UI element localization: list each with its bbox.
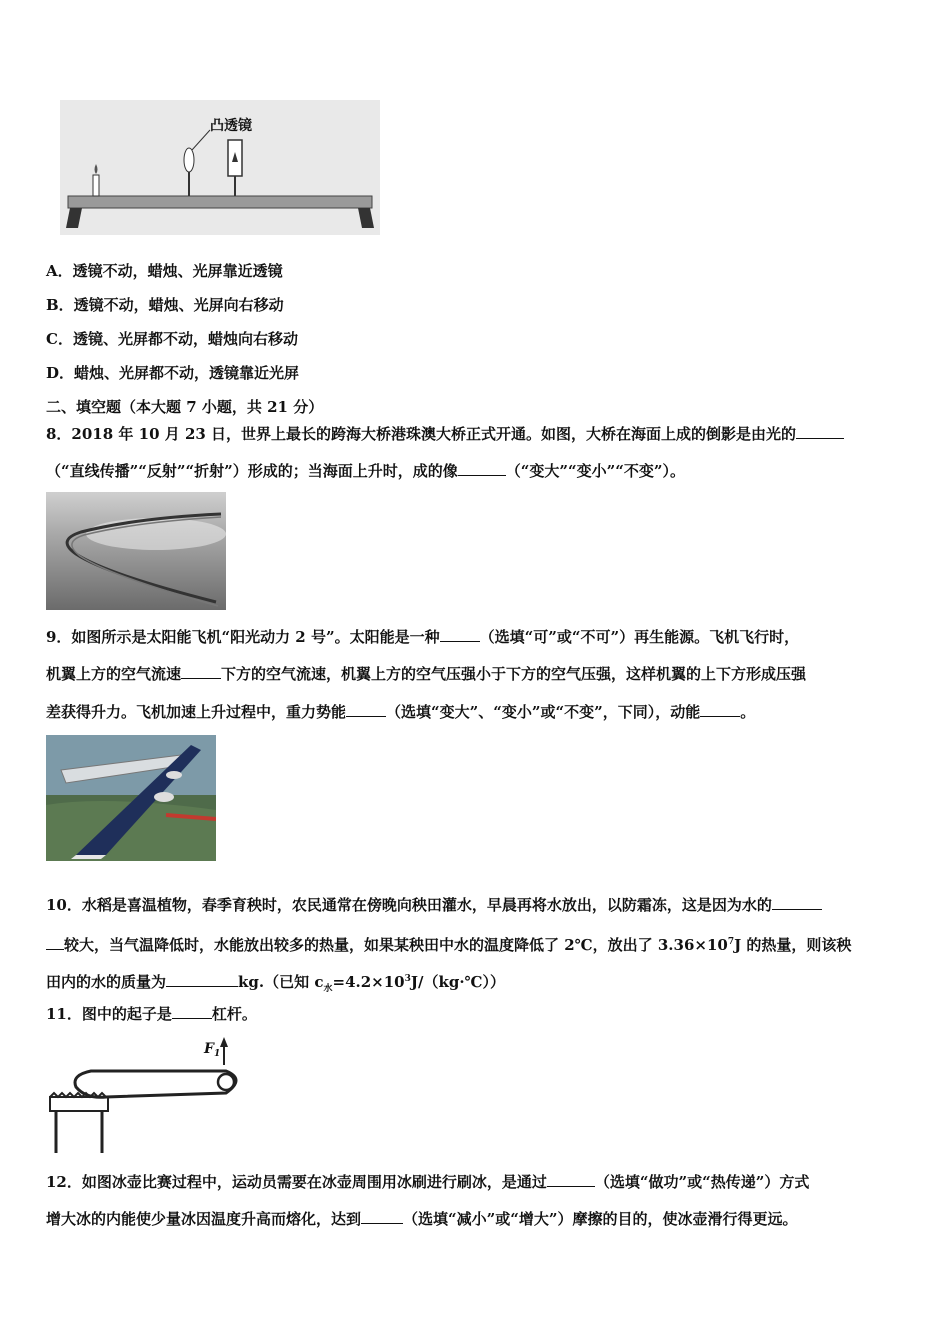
q11-line xyxy=(46,1004,257,1024)
q9-blank-3 xyxy=(346,702,386,717)
q10-text-4: 田内的水的质量为 xyxy=(46,973,167,991)
q10-text-6: =4.2×10 xyxy=(332,973,405,991)
q9-text-1: 9．如图所示是太阳能飞机“阳光动力 2 号”。太阳能是一种 xyxy=(46,628,440,646)
q8-text-3: （“变大”“变小”“不变”）。 xyxy=(505,462,686,480)
q10-blank-2 xyxy=(166,972,238,987)
q10-text-1: 10．水稻是喜温植物，春季育秧时，农民通常在傍晚向秧田灌水，早晨再将水放出，以防霜冻，这是因为水的 xyxy=(46,896,772,914)
q10-text-2: 较大，当气温降低时，水能放出较多的热量，如果某秧田中水的温度降低了 2℃，放出了 3.36×10 xyxy=(64,936,728,954)
q10-exp-1: 7 xyxy=(727,937,735,947)
q7-option-c: C．透镜、光屏都不动，蜡烛向右移动 xyxy=(46,330,298,348)
q10-text-5: kg.（已知 c xyxy=(238,973,324,991)
q9-text-2: （选填“可”或“不可”）再生能源。飞机飞行时， xyxy=(479,628,800,646)
q12-blank-1 xyxy=(547,1172,595,1187)
q9-blank-2 xyxy=(181,664,221,679)
q9-blank-4 xyxy=(700,702,740,717)
q11-blank xyxy=(172,1004,212,1019)
q11-text-2: 杠杆。 xyxy=(211,1005,257,1023)
q9-text-3: 机翼上方的空气流速 xyxy=(46,665,182,683)
q12-line1 xyxy=(46,1172,809,1192)
q9-blank-1 xyxy=(440,627,480,642)
q8-line1 xyxy=(46,424,844,444)
q8-blank-2 xyxy=(458,461,506,476)
q7-option-a: A．透镜不动，蜡烛、光屏靠近透镜 xyxy=(46,262,283,280)
bridge-photo xyxy=(46,492,226,610)
optical-bench-figure xyxy=(60,100,380,235)
q7-option-b: B．透镜不动，蜡烛、光屏向右移动 xyxy=(46,296,284,314)
bottle-opener-figure xyxy=(46,1035,246,1155)
q9-line3 xyxy=(46,702,755,722)
section2-heading: 二、填空题（本大题 7 小题，共 21 分） xyxy=(46,398,324,416)
q10-text-3: J 的热量，则该秧 xyxy=(734,936,852,954)
q9-line2 xyxy=(46,664,806,684)
q12-text-1: 12．如图冰壶比赛过程中，运动员需要在冰壶周围用冰刷进行刷冰，是通过 xyxy=(46,1173,547,1191)
q10-line1 xyxy=(46,895,822,915)
force-label: $F_1$ xyxy=(204,1041,221,1059)
q10-sub-water: 水 xyxy=(323,984,333,994)
q12-text-3: 增大冰的内能使少量冰因温度升高而熔化，达到 xyxy=(46,1210,362,1228)
q8-text-1: 8．2018 年 10 月 23 日，世界上最长的跨海大桥港珠澳大桥正式开通。如图，大桥在海面上成的倒影是由光的 xyxy=(46,425,797,443)
q12-text-2: （选填“做功”或“热传递”）方式 xyxy=(594,1173,810,1191)
q10-line2 xyxy=(46,932,851,955)
q12-text-4: （选填“减小”或“增大”）摩擦的目的，使冰壶滑行得更远。 xyxy=(403,1210,798,1228)
q11-text-1: 11．图中的起子是 xyxy=(46,1005,172,1023)
q8-blank-1 xyxy=(796,424,844,439)
q7-option-d: D．蜡烛、光屏都不动，透镜靠近光屏 xyxy=(46,364,300,382)
q10-text-7: J/（kg·℃）） xyxy=(410,973,506,991)
q8-text-2: （“直线传播”“反射”“折射”）形成的；当海面上升时，成的像 xyxy=(46,462,458,480)
q9-text-4: 下方的空气流速，机翼上方的空气压强小于下方的空气压强，这样机翼的上下方形成压强 xyxy=(221,665,807,683)
q12-line2 xyxy=(46,1209,798,1229)
q9-text-7: 。 xyxy=(740,703,756,721)
q12-blank-2 xyxy=(361,1209,403,1224)
solar-plane-photo xyxy=(46,735,216,861)
q9-text-6: （选填“变大”、“变小”或“不变”，下同），动能 xyxy=(386,703,701,721)
q10-exp-2: 3 xyxy=(404,974,411,984)
q9-text-5: 差获得升力。飞机加速上升过程中，重力势能 xyxy=(46,703,347,721)
q10-blank-1a xyxy=(772,895,822,910)
q8-line2 xyxy=(46,461,685,481)
lens-label: 凸透镜 xyxy=(210,118,252,134)
q9-line1 xyxy=(46,627,799,647)
q10-line3 xyxy=(46,969,505,999)
q10-blank-1b xyxy=(46,935,64,950)
